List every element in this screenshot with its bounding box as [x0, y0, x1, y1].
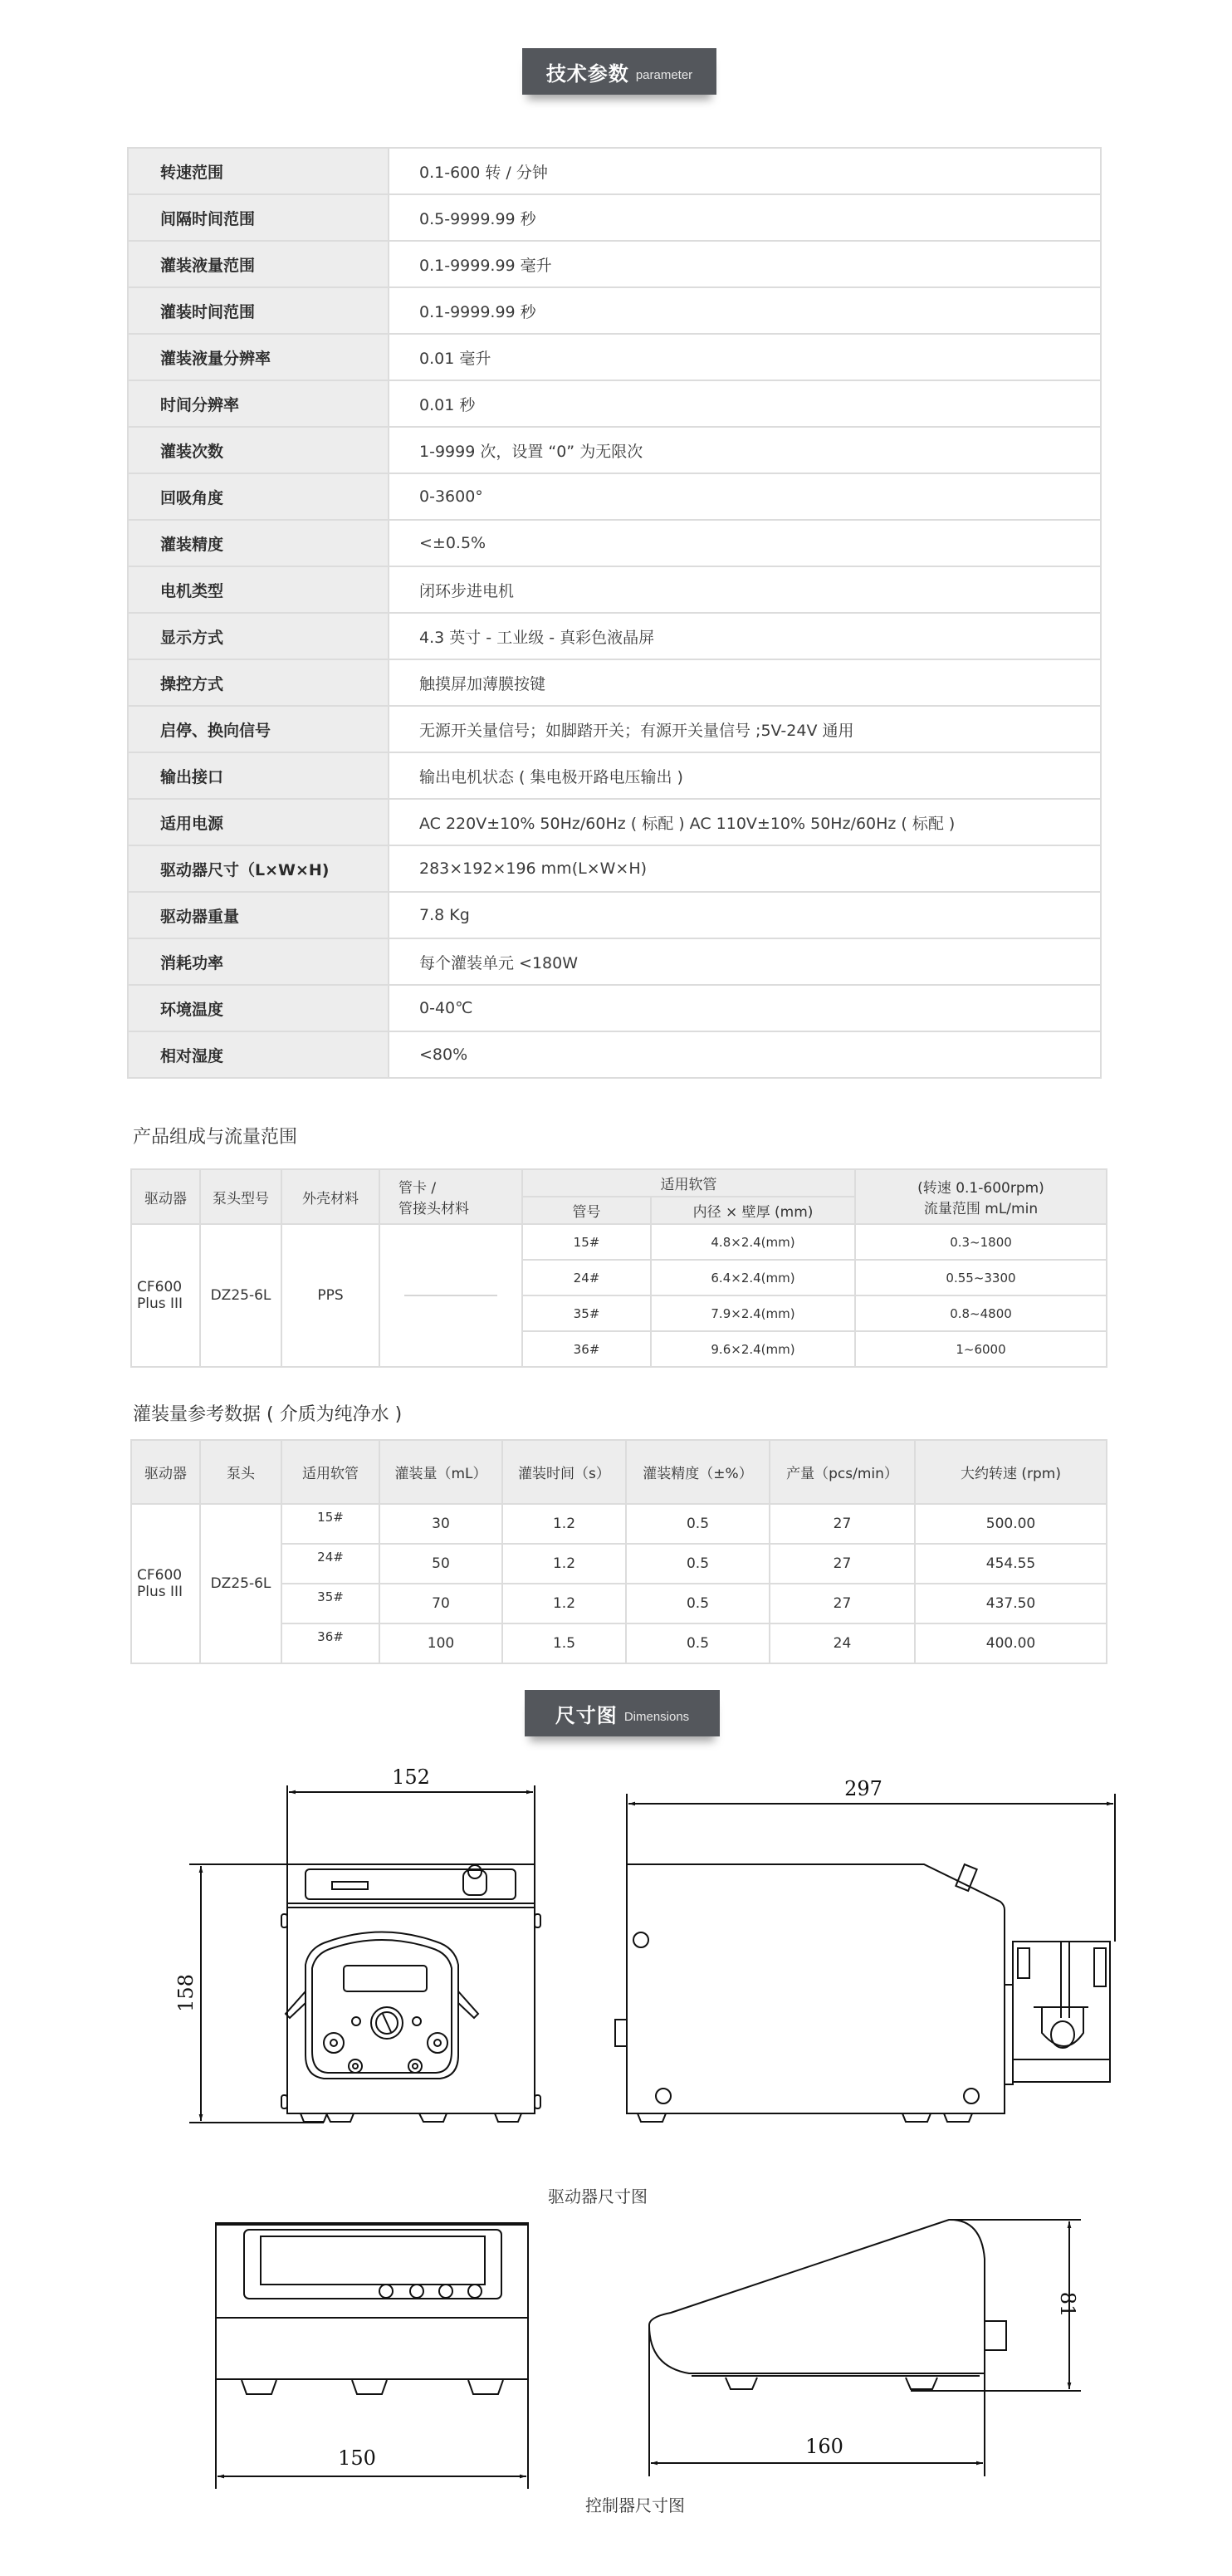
- fill-time: 1.2: [502, 1504, 626, 1544]
- fill-output: 24: [770, 1623, 915, 1663]
- col-flow-line1: (转速 0.1-600rpm): [917, 1180, 1044, 1197]
- spec-value: 283×192×196 mm(L×W×H): [389, 845, 1101, 892]
- driver-front-view: [174, 1765, 540, 2123]
- spec-label: 灌装液量范围: [128, 241, 389, 287]
- spec-value: 输出电机状态 ( 集电极开路电压输出 ): [389, 752, 1101, 799]
- fill-accuracy: 0.5: [626, 1544, 770, 1584]
- spec-value: 闭环步进电机: [389, 566, 1101, 613]
- spec-value: 0-3600°: [389, 473, 1101, 520]
- filling-col-header: 大约转速 (rpm): [915, 1440, 1107, 1504]
- spec-label: 灌装液量分辨率: [128, 334, 389, 380]
- fill-volume: 50: [379, 1544, 502, 1584]
- filling-col-header: 泵头: [200, 1440, 281, 1504]
- col-clip-line2: 管接头材料: [398, 1201, 469, 1217]
- spec-value: 无源开关量信号；如脚踏开关；有源开关量信号 ;5V-24V 通用: [389, 706, 1101, 752]
- tube-size: 7.9×2.4(mm): [651, 1295, 855, 1331]
- spec-label: 环境温度: [128, 985, 389, 1031]
- shell-material: PPS: [281, 1224, 379, 1367]
- fill-accuracy: 0.5: [626, 1584, 770, 1623]
- fill-rpm: 500.00: [915, 1504, 1107, 1544]
- spec-value: 0.01 秒: [389, 380, 1101, 427]
- spec-value: 触摸屏加薄膜按键: [389, 659, 1101, 706]
- spec-label: 驱动器尺寸（L×W×H): [128, 845, 389, 892]
- dim-driver-height: 158: [174, 1974, 198, 2012]
- spec-value: 0.1-9999.99 毫升: [389, 241, 1101, 287]
- spec-label: 回吸角度: [128, 473, 389, 520]
- spec-value: 0.1-600 转 / 分钟: [389, 148, 1101, 194]
- col-clip-line1: 管卡 /: [398, 1180, 437, 1197]
- filling-col-header: 适用软管: [281, 1440, 379, 1504]
- spec-value: 0.1-9999.99 秒: [389, 287, 1101, 334]
- col-shell: 外壳材料: [281, 1169, 379, 1224]
- tube-no: 24#: [281, 1544, 379, 1584]
- fill-accuracy: 0.5: [626, 1623, 770, 1663]
- spec-value: 0.5-9999.99 秒: [389, 194, 1101, 241]
- fill-output: 27: [770, 1584, 915, 1623]
- spec-label: 灌装次数: [128, 427, 389, 473]
- flow-range: 1~6000: [855, 1331, 1107, 1367]
- filling-col-header: 灌装量（mL）: [379, 1440, 502, 1504]
- spec-label: 启停、换向信号: [128, 706, 389, 752]
- fill-volume: 70: [379, 1584, 502, 1623]
- flow-range: 0.8~4800: [855, 1295, 1107, 1331]
- tube-no: 24#: [522, 1260, 651, 1295]
- composition-title: 产品组成与流量范围: [133, 1127, 298, 1148]
- spec-label: 时间分辨率: [128, 380, 389, 427]
- spec-label: 灌装时间范围: [128, 287, 389, 334]
- tube-size: 9.6×2.4(mm): [651, 1331, 855, 1367]
- spec-label: 电机类型: [128, 566, 389, 613]
- spec-value: 1-9999 次，设置 “0” 为无限次: [389, 427, 1101, 473]
- badge-title-en: Dimensions: [623, 1709, 690, 1724]
- controller-drawing-caption: 控制器尺寸图: [585, 2495, 685, 2515]
- flow-range: 0.3~1800: [855, 1224, 1107, 1260]
- col-tube-no: 管号: [522, 1197, 651, 1224]
- pump-head-model: DZ25-6L: [200, 1224, 281, 1367]
- col-pump-head: 泵头型号: [200, 1169, 281, 1224]
- pump-head-model: DZ25-6L: [200, 1504, 281, 1663]
- dim-driver-length: 297: [844, 1777, 882, 1800]
- tube-size: 6.4×2.4(mm): [651, 1260, 855, 1295]
- fill-rpm: 454.55: [915, 1544, 1107, 1584]
- badge-title-cn: 技术参数: [545, 61, 629, 86]
- tube-no: 15#: [522, 1224, 651, 1260]
- filling-col-header: 灌装精度（±%）: [626, 1440, 770, 1504]
- tube-no: 35#: [281, 1584, 379, 1623]
- fill-time: 1.2: [502, 1584, 626, 1623]
- fill-rpm: 437.50: [915, 1584, 1107, 1623]
- col-driver: 驱动器: [131, 1169, 200, 1224]
- driver-model-line2: Plus III: [137, 1584, 183, 1600]
- fill-time: 1.5: [502, 1623, 626, 1663]
- spec-value: 7.8 Kg: [389, 892, 1101, 938]
- driver-drawing-caption: 驱动器尺寸图: [548, 2187, 648, 2206]
- driver-model-line1: CF600: [137, 1279, 183, 1295]
- driver-model-line2: Plus III: [137, 1295, 183, 1312]
- driver-side-view: [615, 1777, 1115, 2122]
- fill-volume: 30: [379, 1504, 502, 1544]
- filling-col-header: 灌装时间（s）: [502, 1440, 626, 1504]
- badge-title-en: parameter: [635, 67, 693, 82]
- filling-col-header: 驱动器: [131, 1440, 200, 1504]
- spec-value: 0-40℃: [389, 985, 1101, 1031]
- col-tube-size: 内径 × 壁厚 (mm): [651, 1197, 855, 1224]
- flow-range: 0.55~3300: [855, 1260, 1107, 1295]
- spec-label: 显示方式: [128, 613, 389, 659]
- spec-value: 0.01 毫升: [389, 334, 1101, 380]
- spec-label: 相对湿度: [128, 1031, 389, 1078]
- spec-label: 操控方式: [128, 659, 389, 706]
- filling-col-header: 产量（pcs/min）: [770, 1440, 915, 1504]
- badge-title-cn: 尺寸图: [555, 1703, 618, 1727]
- spec-value: 每个灌装单元 <180W: [389, 938, 1101, 985]
- fill-output: 27: [770, 1504, 915, 1544]
- col-flow-line2: 流量范围 mL/min: [923, 1201, 1039, 1217]
- spec-label: 灌装精度: [128, 520, 389, 566]
- spec-label: 输出接口: [128, 752, 389, 799]
- spec-label: 消耗功率: [128, 938, 389, 985]
- controller-side-view: [649, 2220, 1081, 2476]
- dim-driver-width: 152: [392, 1765, 430, 1789]
- driver-model-line1: CF600: [137, 1567, 183, 1584]
- spec-value: 4.3 英寸 - 工业级 - 真彩色液晶屏: [389, 613, 1101, 659]
- filling-title: 灌装量参考数据 ( 介质为纯净水 ): [133, 1404, 403, 1425]
- tube-size: 4.8×2.4(mm): [651, 1224, 855, 1260]
- tube-no: 35#: [522, 1295, 651, 1331]
- spec-value: <±0.5%: [389, 520, 1101, 566]
- dim-controller-width: 150: [338, 2446, 376, 2470]
- spec-label: 转速范围: [128, 148, 389, 194]
- dim-controller-depth: 160: [805, 2435, 843, 2458]
- spec-label: 驱动器重量: [128, 892, 389, 938]
- controller-front-view: [216, 2223, 528, 2489]
- fill-rpm: 400.00: [915, 1623, 1107, 1663]
- tube-no: 36#: [281, 1623, 379, 1663]
- tube-no: 36#: [522, 1331, 651, 1367]
- fill-output: 27: [770, 1544, 915, 1584]
- spec-label: 间隔时间范围: [128, 194, 389, 241]
- spec-value: <80%: [389, 1031, 1101, 1078]
- dim-controller-height: 81: [1056, 2291, 1079, 2318]
- fill-time: 1.2: [502, 1544, 626, 1584]
- col-tubing: 适用软管: [522, 1169, 855, 1197]
- tube-no: 15#: [281, 1504, 379, 1544]
- spec-label: 适用电源: [128, 799, 389, 845]
- fill-volume: 100: [379, 1623, 502, 1663]
- spec-value: AC 220V±10% 50Hz/60Hz ( 标配 ) AC 110V±10% 50Hz/60Hz ( 标配 ): [389, 799, 1101, 845]
- fill-accuracy: 0.5: [626, 1504, 770, 1544]
